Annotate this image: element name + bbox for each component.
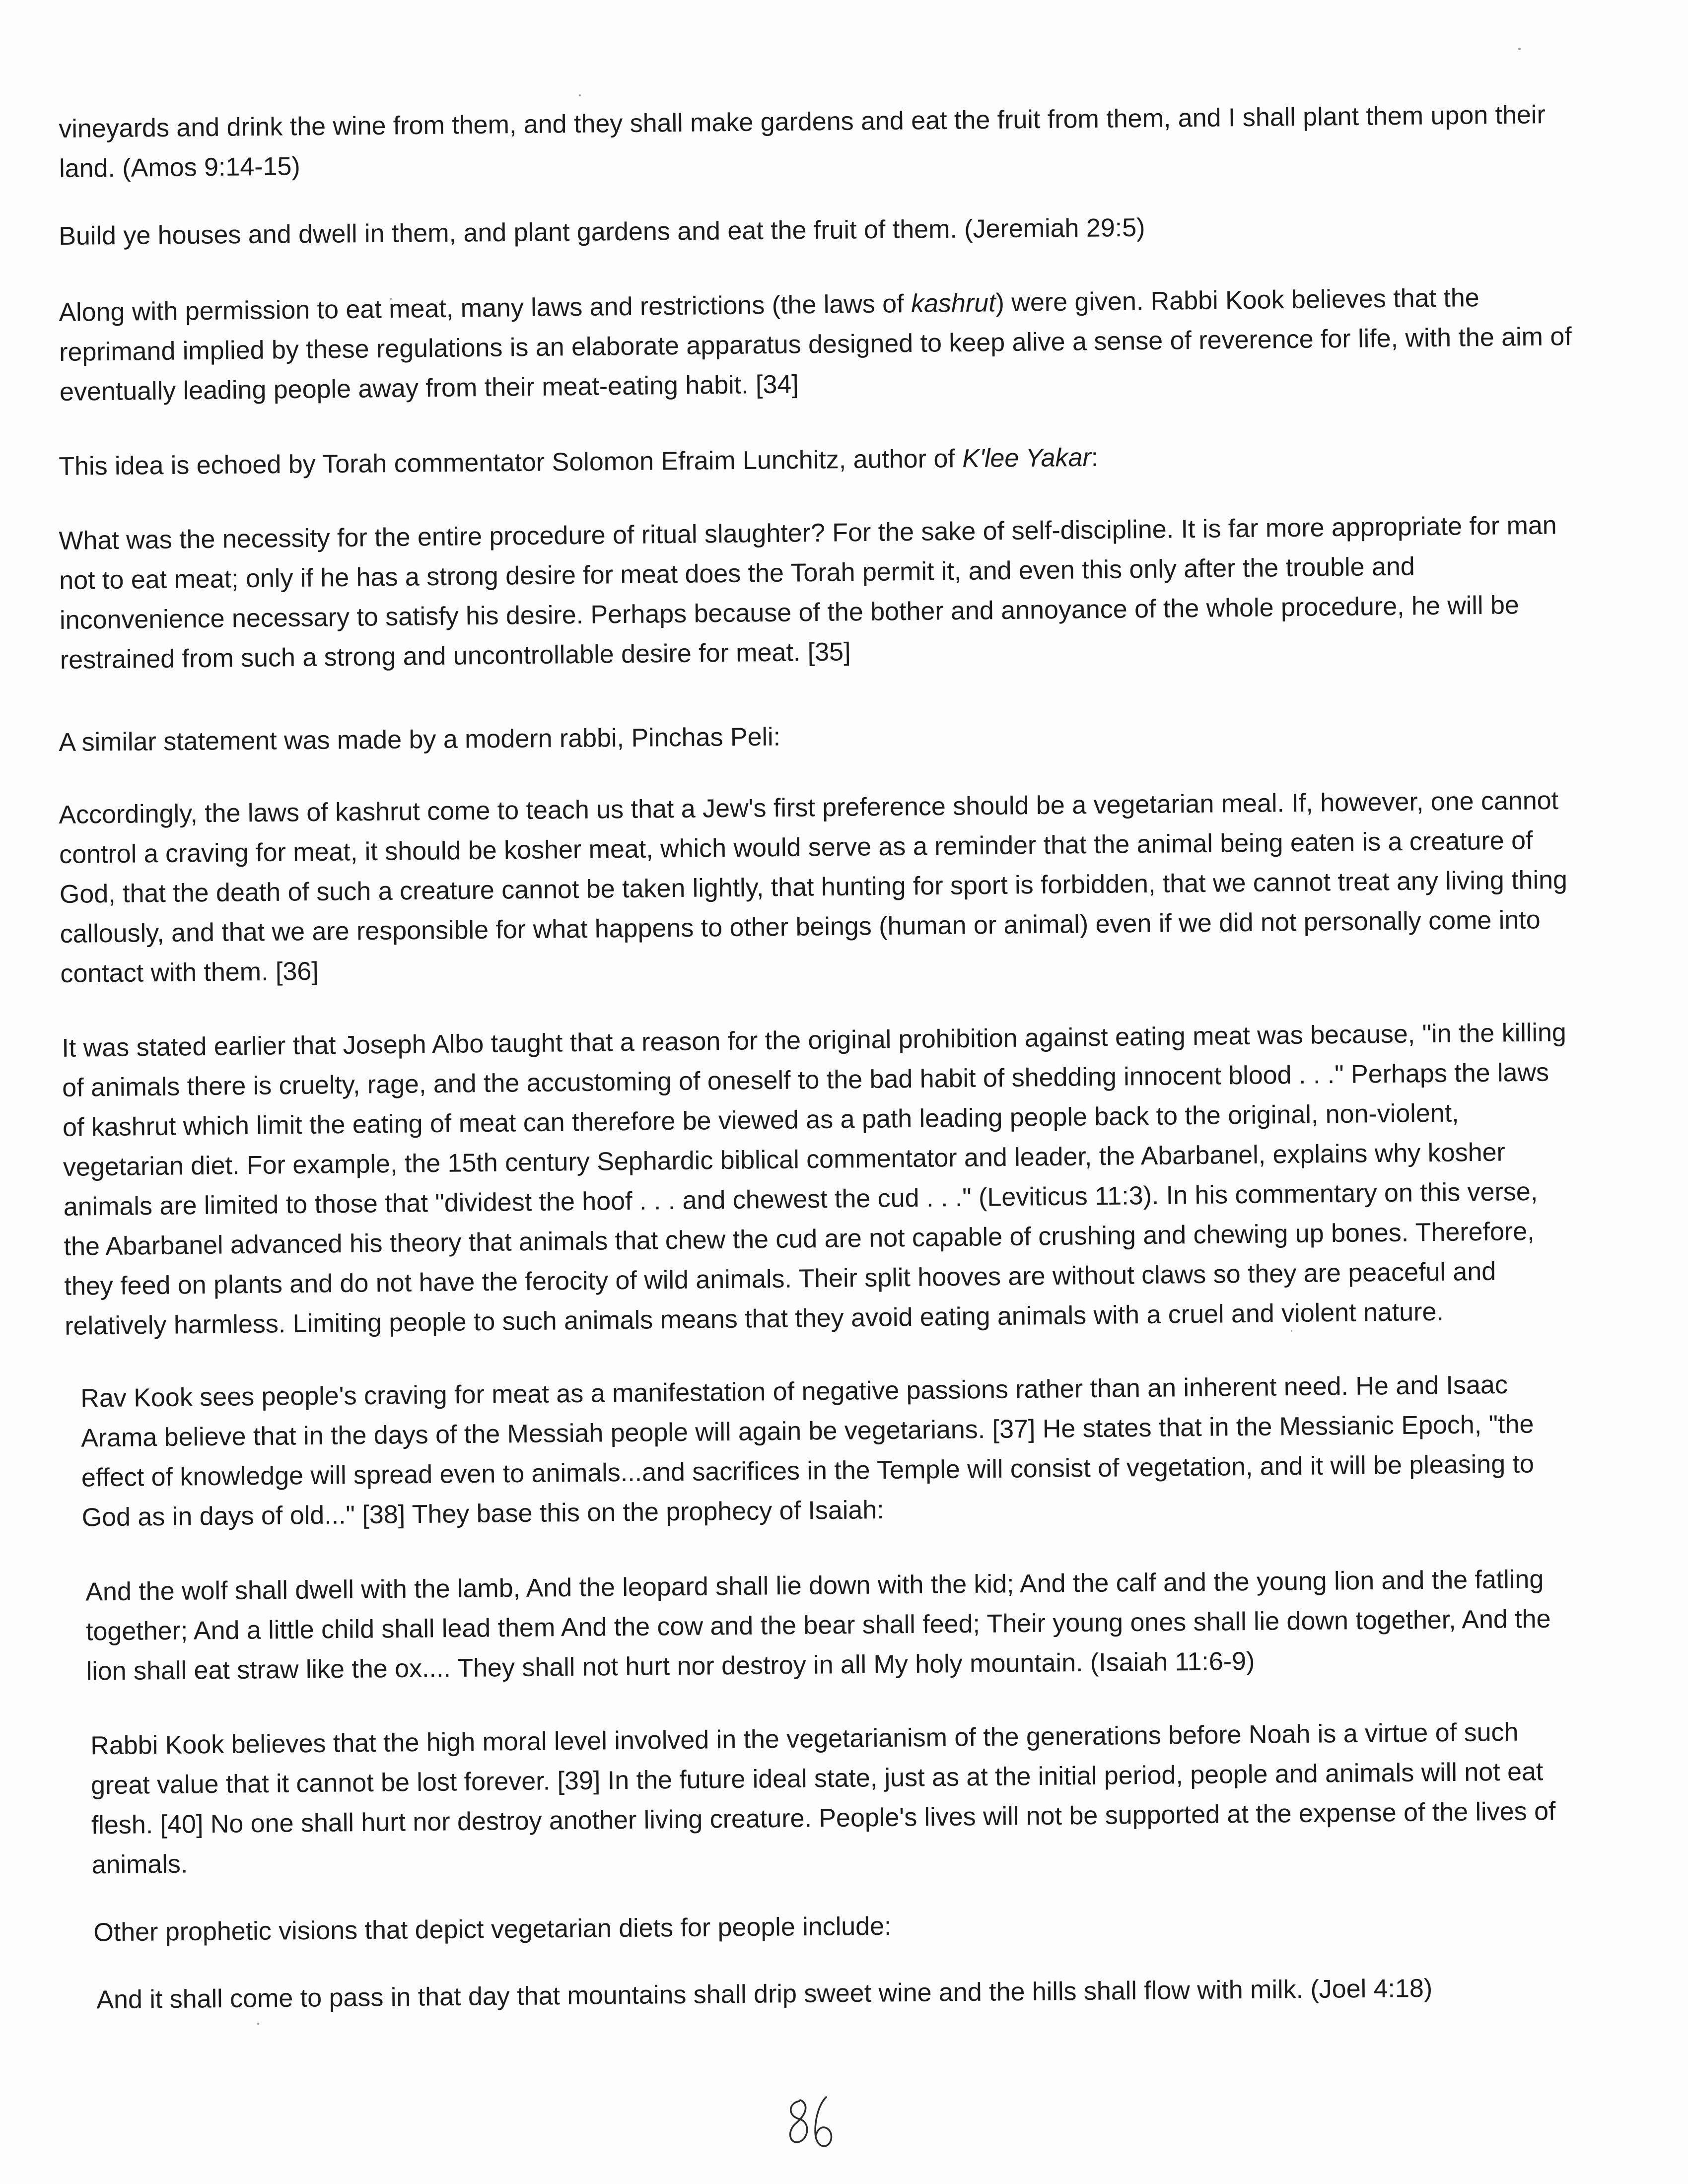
paragraph-text: This idea is echoed by Torah commentator Solomon Efraim Lunchitz, author of (59, 444, 963, 481)
paragraph-peli-intro (59, 711, 1573, 762)
paragraph-text: A similar statement was made by a modern rabbi, Pinchas Peli: (59, 722, 781, 757)
italic-term: kashrut (911, 288, 996, 319)
handwritten-page-number (784, 2092, 839, 2157)
quote-klee-yakar (59, 505, 1574, 680)
paragraph-text: Rav Kook sees people's craving for meat as a manifestation of negative passions rather than an inherent need. He and Isaac Arama believe that in the days of the Messiah people will again be vegetarians. [37] He states that in the Messianic Epoch, "the effect of knowledge will spread even to animals...and sacrifices in the Temple will consist of vegetation, and it will be pleasing to God as in days of old..." [38] They base this on the prophecy of Isaiah: (80, 1370, 1535, 1532)
paragraph-text: And the wolf shall dwell with the lamb, And the leopard shall lie down with the kid; And the calf and the young lion and the fatling together; And a little child shall lead them And the cow and the bear shall feed; Their young ones shall lie down together, And the lion shall eat straw like the ox.... They shall not hurt nor destroy in all My holy mountain. (Isaiah 11:6-9) (85, 1565, 1551, 1686)
paragraph-text: Other prophetic visions that depict vegetarian diets for people include: (93, 1911, 892, 1947)
quote-joel (59, 1967, 1573, 2020)
quote-jeremiah (59, 205, 1573, 256)
paragraph-text: ) were given. Rabbi Kook believes that the reprimand implied by these regulations is an elaborate apparatus designed to keep alive a sense of reverence for life, with the aim of eventually leading people away from their meat-eating habit. [34] (59, 283, 1572, 407)
quote-isaiah (59, 1559, 1574, 1692)
scan-speck (257, 2023, 259, 2025)
paragraph-rav-kook-messiah (59, 1365, 1574, 1538)
paragraph-text: vineyards and drink the wine from them, and they shall make gardens and eat the fruit from them, and I shall plant them upon their land. (Amos 9:14-15) (59, 100, 1546, 183)
paragraph-albo-abarbanel (59, 1013, 1576, 1346)
body-text (59, 100, 1573, 2020)
paragraph-text: Build ye houses and dwell in them, and plant gardens and eat the fruit of them. (Jeremiah 29:5) (59, 213, 1145, 251)
paragraph-text: What was the necessity for the entire procedure of ritual slaughter? For the sake of self-discipline. It is far more appropriate for man not to eat meat; only if he has a strong desire for meat does the Torah permit it, and even this only after the trouble and inconvenience necessary to satisfy his desire. Perhaps because of the bother and annoyance of the whole procedure, he will be restrained from such a strong and uncontrollable desire for meat. [35] (59, 511, 1557, 675)
scan-speck (1518, 48, 1521, 50)
quote-peli (59, 781, 1575, 994)
scan-speck (579, 94, 581, 96)
italic-title: K'lee Yakar (962, 443, 1092, 474)
quote-amos (59, 95, 1573, 189)
paragraph-text: It was stated earlier that Joseph Albo taught that a reason for the original prohibition against eating meat was because, "in the killing of animals there is cruelty, rage, and the accustoming of oneself to the bad habit of shedding innocent blood . . ." Perhaps the laws of kashrut which limit the eating of meat can therefore be viewed as a path leading people back to the original, non-violent, vegetarian diet. For example, the 15th century Sephardic biblical commentator and leader, the Abarbanel, explains why kosher animals are limited to those that "dividest the hoof . . . and chewest the cud . . ." (Leviticus 11:3). In his commentary on this verse, the Abarbanel advanced his theory that animals that chew the cud are not capable of crushing and chewing up bones. Therefore, they feed on plants and do not have the ferocity of wild animals. Their split hooves are without claws so they are peaceful and relatively harmless. Limiting people to such animals means that they avoid eating animals with a cruel and violent nature. (62, 1018, 1567, 1341)
paragraph-text: And it shall come to pass in that day that mountains shall drip sweet wine and the hills shall flow with milk. (Joel 4:18) (96, 1974, 1433, 2015)
paragraph-text: : (1091, 443, 1099, 472)
paragraph-text: Along with permission to eat meat, many laws and restrictions (the laws of (59, 289, 912, 327)
paragraph-text: Accordingly, the laws of kashrut come to teach us that a Jew's first preference should be a vegetarian meal. If, however, one cannot control a craving for meat, it should be kosher meat, which would serve as a reminder that the animal being eaten is a creature of God, that the death of such a creature cannot be taken lightly, that hunting for sport is forbidden, that we cannot treat any living thing callously, and that we are responsible for what happens to other beings (human or animal) even if we did not personally come into contact with them. [36] (59, 786, 1568, 988)
paragraph-rabbi-kook-noah (59, 1712, 1574, 1885)
paragraph-text: Rabbi Kook believes that the high moral level involved in the vegetarianism of the generations before Noah is a virtue of such great value that it cannot be lost forever. [39] In the future ideal state, just as at the initial period, people and animals will not eat flesh. [40] No one shall hurt nor destroy another living creature. People's lives will not be supported at the expense of the lives of animals. (90, 1717, 1556, 1880)
paragraph-lunchitz-intro (59, 433, 1573, 486)
paragraph-prophetic-visions (59, 1901, 1573, 1953)
paragraph-kashrut (59, 277, 1574, 412)
